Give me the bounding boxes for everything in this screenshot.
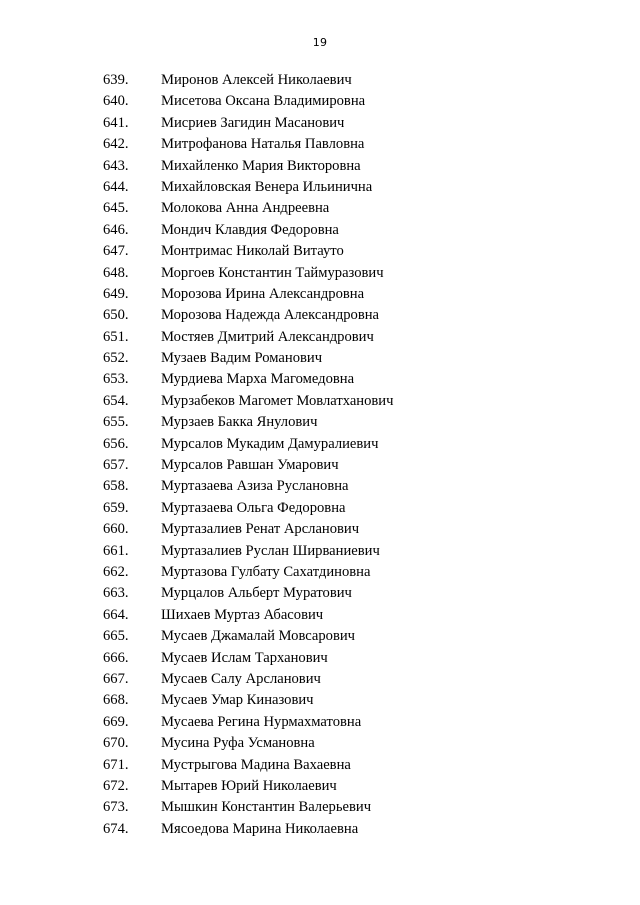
list-item <box>0 690 640 711</box>
item-number: 649. <box>103 285 129 302</box>
item-number: 662. <box>103 563 129 580</box>
list-item <box>0 284 640 305</box>
item-number: 672. <box>103 777 129 794</box>
item-number: 667. <box>103 670 129 687</box>
list-item <box>0 369 640 390</box>
list-item <box>0 519 640 540</box>
person-name: Монтримас Николай Витауто <box>161 243 344 260</box>
person-name: Музаев Вадим Романович <box>161 350 323 367</box>
item-number: 664. <box>103 606 129 623</box>
list-item <box>0 177 640 198</box>
list-item <box>0 134 640 155</box>
item-number: 648. <box>103 264 129 281</box>
person-name: Мусаева Регина Нурмахматовна <box>161 713 362 730</box>
list-item <box>0 498 640 519</box>
list-item <box>0 412 640 433</box>
list-item <box>0 583 640 604</box>
item-number: 674. <box>103 820 129 837</box>
item-number: 651. <box>103 328 129 345</box>
list-item <box>0 455 640 476</box>
list-item <box>0 391 640 412</box>
list-item <box>0 541 640 562</box>
list-item <box>0 605 640 626</box>
list-item <box>0 797 640 818</box>
person-name: Мисетова Оксана Владимировна <box>161 93 366 110</box>
list-item <box>0 220 640 241</box>
person-name: Мусаев Салу Арсланович <box>161 670 321 687</box>
list-item <box>0 562 640 583</box>
list-item <box>0 156 640 177</box>
person-name: Муртазалиев Ренат Арсланович <box>161 521 360 538</box>
item-number: 661. <box>103 542 129 559</box>
person-name: Мышкин Константин Валерьевич <box>161 799 372 816</box>
item-number: 659. <box>103 499 129 516</box>
item-number: 670. <box>103 735 129 752</box>
item-number: 673. <box>103 799 129 816</box>
item-number: 669. <box>103 713 129 730</box>
list-item <box>0 476 640 497</box>
list-item <box>0 733 640 754</box>
person-name: Мурсалов Мукадим Дамуралиевич <box>161 435 379 452</box>
list-item <box>0 198 640 219</box>
person-name: Мустрыгова Мадина Вахаевна <box>161 756 351 773</box>
person-name: Мытарев Юрий Николаевич <box>161 777 337 794</box>
person-name: Мурзаев Бакка Янулович <box>161 414 318 431</box>
item-number: 650. <box>103 307 129 324</box>
item-number: 657. <box>103 457 129 474</box>
list-item <box>0 648 640 669</box>
person-name: Миронов Алексей Николаевич <box>161 72 352 88</box>
list-item <box>0 626 640 647</box>
list-item <box>0 241 640 262</box>
person-name: Михайловская Венера Ильинична <box>161 178 373 195</box>
name-list <box>0 70 640 840</box>
item-number: 653. <box>103 371 129 388</box>
list-item <box>0 305 640 326</box>
person-name: Мясоедова Марина Николаевна <box>161 820 359 837</box>
person-name: Шихаев Муртаз Абасович <box>161 606 324 623</box>
list-item <box>0 327 640 348</box>
item-number: 658. <box>103 478 129 495</box>
person-name: Мурсалов Равшан Умарович <box>161 457 339 474</box>
person-name: Мусаев Джамалай Мовсарович <box>161 628 356 645</box>
list-item <box>0 776 640 797</box>
item-number: 642. <box>103 136 129 153</box>
item-number: 671. <box>103 756 129 773</box>
person-name: Митрофанова Наталья Павловна <box>161 136 365 153</box>
list-item <box>0 70 640 91</box>
person-name: Мусаев Ислам Тарханович <box>161 649 328 666</box>
list-item <box>0 669 640 690</box>
list-item <box>0 113 640 134</box>
list-item <box>0 434 640 455</box>
item-number: 646. <box>103 221 129 238</box>
person-name: Молокова Анна Андреевна <box>161 200 330 217</box>
person-name: Мурдиева Марха Магомедовна <box>161 371 355 388</box>
item-number: 641. <box>103 114 129 131</box>
item-number: 639. <box>103 72 129 88</box>
person-name: Мурцалов Альберт Муратович <box>161 585 352 602</box>
item-number: 654. <box>103 392 129 409</box>
item-number: 668. <box>103 692 129 709</box>
item-number: 640. <box>103 93 129 110</box>
person-name: Муртазаева Азиза Руслановна <box>161 478 349 495</box>
list-item <box>0 712 640 733</box>
person-name: Моргоев Константин Таймуразович <box>161 264 384 281</box>
person-name: Муртазаева Ольга Федоровна <box>161 499 346 516</box>
person-name: Морозова Ирина Александровна <box>161 285 365 302</box>
list-item <box>0 755 640 776</box>
item-number: 665. <box>103 628 129 645</box>
person-name: Мондич Клавдия Федоровна <box>161 221 339 238</box>
person-name: Морозова Надежда Александровна <box>161 307 380 324</box>
item-number: 666. <box>103 649 129 666</box>
list-item <box>0 263 640 284</box>
person-name: Мурзабеков Магомет Мовлатханович <box>161 392 394 409</box>
item-number: 656. <box>103 435 129 452</box>
person-name: Мусаев Умар Киназович <box>161 692 314 709</box>
item-number: 643. <box>103 157 129 174</box>
item-number: 655. <box>103 414 129 431</box>
person-name: Муртазалиев Руслан Ширваниевич <box>161 542 380 559</box>
person-name: Мостяев Дмитрий Александрович <box>161 328 374 345</box>
item-number: 652. <box>103 350 129 367</box>
item-number: 647. <box>103 243 129 260</box>
person-name: Михайленко Мария Викторовна <box>161 157 361 174</box>
item-number: 644. <box>103 178 129 195</box>
list-item <box>0 348 640 369</box>
item-number: 645. <box>103 200 129 217</box>
list-item <box>0 91 640 112</box>
page-number: 19 <box>312 36 328 49</box>
person-name: Мусина Руфа Усмановна <box>161 735 315 752</box>
list-item <box>0 819 640 840</box>
person-name: Муртазова Гулбату Сахатдиновна <box>161 563 371 580</box>
item-number: 660. <box>103 521 129 538</box>
item-number: 663. <box>103 585 129 602</box>
person-name: Мисриев Загидин Масанович <box>161 114 345 131</box>
